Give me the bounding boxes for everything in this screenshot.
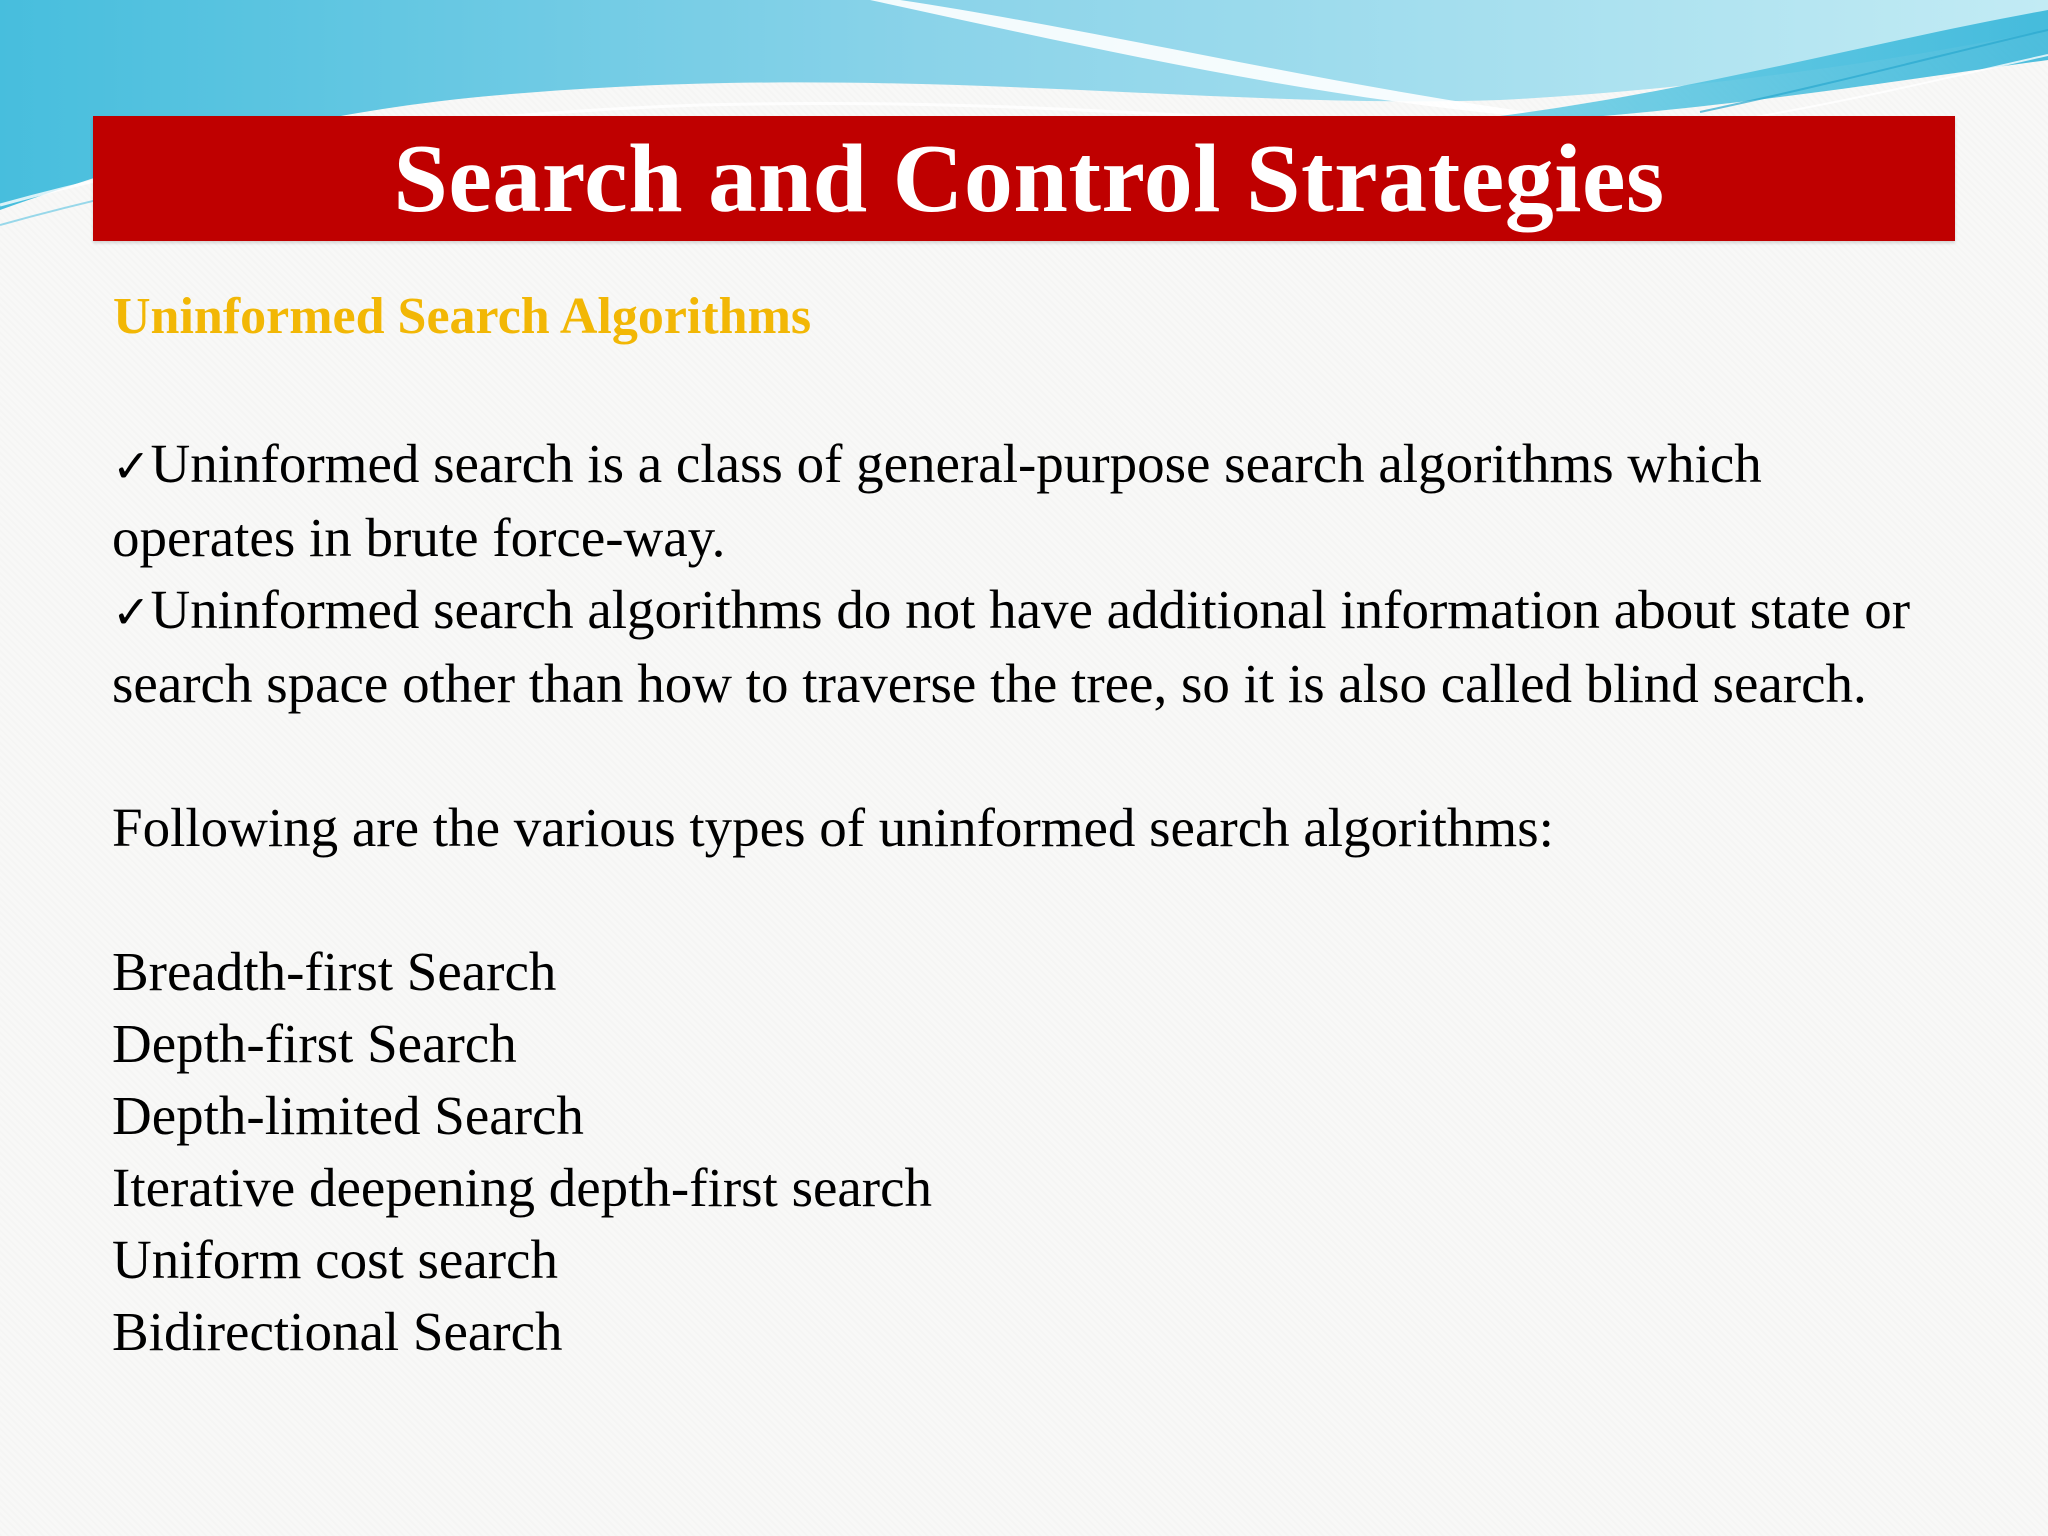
title-banner bbox=[93, 116, 1955, 241]
bullet-text: Uninformed search is a class of general-purpose search algorithms which operates in brute force-way. bbox=[112, 433, 1762, 568]
algorithms-intro: Following are the various types of uninformed search algorithms: bbox=[112, 797, 1554, 858]
bullet-item bbox=[112, 574, 1942, 720]
list-item: Iterative deepening depth-first search bbox=[112, 1157, 933, 1218]
list-item: Depth-limited Search bbox=[112, 1085, 584, 1146]
bullet-item bbox=[112, 428, 1942, 574]
spacer bbox=[112, 720, 1942, 792]
spacer bbox=[112, 864, 1942, 936]
list-item: Breadth-first Search bbox=[112, 941, 557, 1002]
list-item: Bidirectional Search bbox=[112, 1301, 563, 1362]
list-item: Uniform cost search bbox=[112, 1229, 558, 1290]
checkmark-icon: ✓ bbox=[112, 439, 151, 493]
slide-title: Search and Control Strategies bbox=[393, 124, 1665, 233]
section-subheading: Uninformed Search Algorithms bbox=[113, 288, 812, 345]
list-item: Depth-first Search bbox=[112, 1013, 517, 1074]
checkmark-icon: ✓ bbox=[112, 585, 151, 639]
slide-body bbox=[112, 428, 1942, 1368]
bullet-text: Uninformed search algorithms do not have additional information about state or search space other than how to traverse the tree, so it is also called blind search. bbox=[112, 579, 1911, 714]
algorithm-list bbox=[112, 936, 1942, 1368]
